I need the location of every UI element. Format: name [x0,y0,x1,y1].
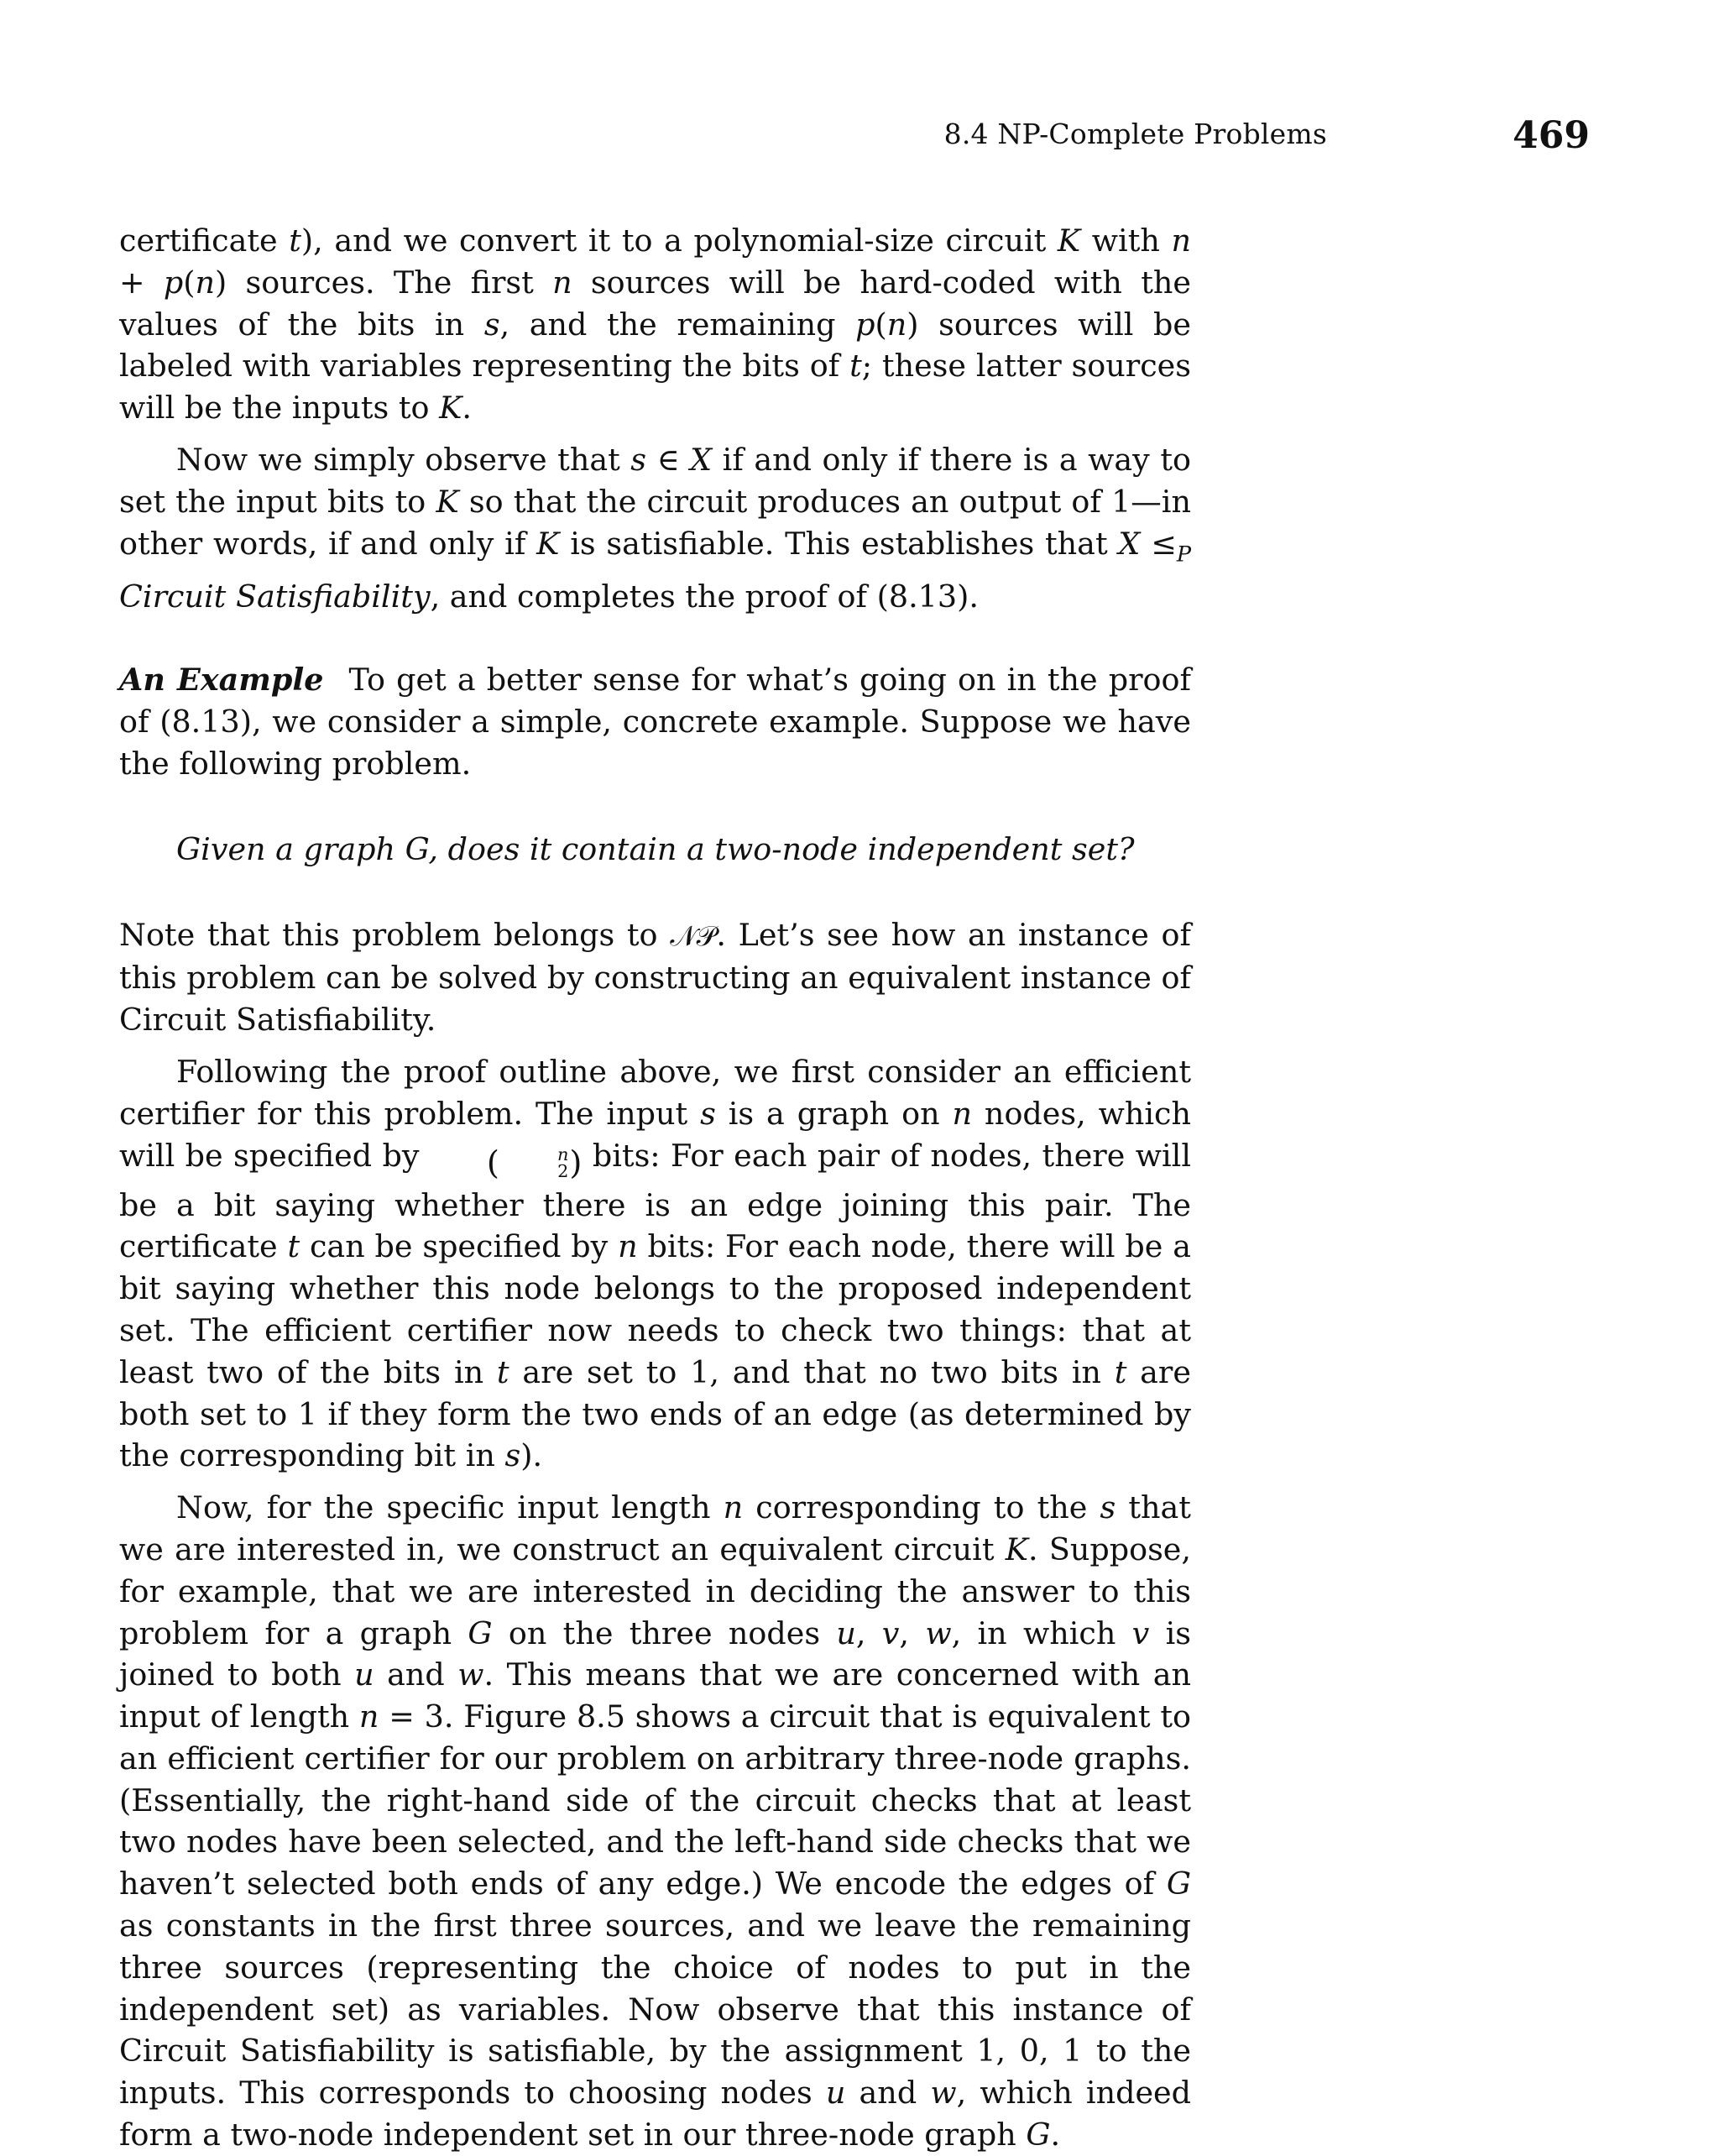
problem-statement: Given a graph G, does it contain a two-node independent set? [176,830,1135,867]
page-number: 469 [1513,114,1590,157]
body-text [119,220,1191,2156]
running-head [119,114,1590,156]
run-in-heading: An Example [119,662,324,699]
running-title: 8.4 NP-Complete Problems [943,118,1327,150]
binomial-coefficient: ( n 2 ) [486,1143,583,1182]
paragraph-1: certificate t), and we convert it to a polynomial-size circuit K with n + p(n) sources. The first n sources will be hard-coded with the values of the bits in s, and the remaining p(n) sources will be labeled with variables representing the bits of t; these latter sources will be the inputs to K. [119,222,1192,426]
paragraph-2: Now we simply observe that s ∈ X if and only if there is a way to set the input bits to K so that the circuit produces an output of 1—in other words, if and only if K is satisfiable. This establishes that $X \le_P$ Circuit Satisfiability, and completes the proof of (8.13). [119,441,1192,615]
paragraph-5: Following the proof outline above, we first consider an efficient certifier for this problem. The input s is a graph on n nodes, which will be specified by ( n 2 ) bits: For each pair of nodes, there will be a bit saying whether there is an edge joining this pair. The certificate t can be specified by n bits: For each node, there will be a bit saying whether this node belongs to the proposed independent set. The efficient certifier now needs to check two things: that at least two of the bits in t are set to 1, and that no two bits in t are both set to 1 if they form the two ends of an edge (as determined by the corresponding bit in s). [119,1054,1192,1474]
paragraph-example: An Example To get a better sense for what’s going on in the proof of (8.13), we consider a simple, concrete example. Suppose we have the following problem. [119,662,1191,782]
paragraph-6: Now, for the specific input length n corresponding to the s that we are interested in, we construct an equivalent circuit K. Suppose, for example, that we are interested in deciding the answer to this problem for a graph G on the three nodes u, v, w, in which v is joined to both u and w. This means that we are concerned with an input of length n = 3. Figure 8.5 shows a circuit that is equivalent to an efficient certifier for our problem on arbitrary three-node graphs. (Essentially, the right-hand side of the circuit checks that at least two nodes have been selected, and the left-hand side checks that we haven’t selected both ends of any edge.) We encode the edges of G as constants in the first three sources, and we leave the remaining three sources (representing the choice of nodes to put in the independent set) as variables. Now observe that this instance of Circuit Satisfiability is satisfiable, by the assignment 1, 0, 1 to the inputs. This corresponds to choosing nodes u and w, which indeed form a two-node independent set in our three-node graph G. [119,1489,1192,2153]
paragraph-4: Note that this problem belongs to 𝒩𝒫. Let’s see how an instance of this problem can be solved by constructing an equivalent instance of Circuit Satisfiability. [119,916,1191,1039]
